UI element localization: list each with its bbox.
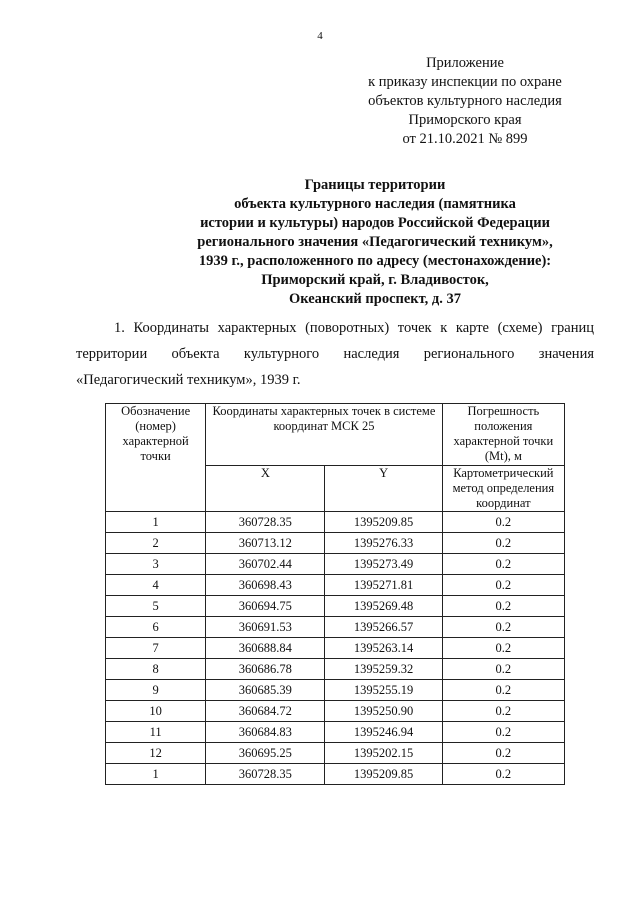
cell-y: 1395266.57 — [325, 617, 442, 638]
cell-point: 12 — [106, 743, 206, 764]
page-number: 4 — [317, 30, 323, 42]
cell-point: 11 — [106, 722, 206, 743]
table-row — [106, 638, 565, 659]
table-row — [106, 701, 565, 722]
cell-x: 360686.78 — [206, 659, 325, 680]
cell-y: 1395269.48 — [325, 596, 442, 617]
appendix-block — [360, 54, 570, 149]
cell-y: 1395271.81 — [325, 575, 442, 596]
cell-error: 0.2 — [442, 554, 564, 575]
cell-x: 360698.43 — [206, 575, 325, 596]
title-line: истории и культуры) народов Российской Федерации — [200, 215, 550, 231]
cell-y: 1395255.19 — [325, 680, 442, 701]
cell-point: 6 — [106, 617, 206, 638]
table-body — [106, 512, 565, 785]
cell-error: 0.2 — [442, 638, 564, 659]
cell-x: 360691.53 — [206, 617, 325, 638]
coordinates-paragraph — [76, 315, 594, 393]
cell-error: 0.2 — [442, 575, 564, 596]
cell-y: 1395273.49 — [325, 554, 442, 575]
cell-x: 360685.39 — [206, 680, 325, 701]
cell-error: 0.2 — [442, 533, 564, 554]
table-row — [106, 722, 565, 743]
appendix-line: к приказу инспекции по охране — [368, 74, 562, 90]
cell-x: 360728.35 — [206, 764, 325, 785]
header-x: X — [206, 466, 325, 512]
cell-point: 1 — [106, 512, 206, 533]
cell-point: 1 — [106, 764, 206, 785]
title-line: Границы территории — [304, 177, 446, 193]
table-row — [106, 533, 565, 554]
table-row — [106, 554, 565, 575]
cell-y: 1395209.85 — [325, 764, 442, 785]
title-line: Приморский край, г. Владивосток, — [261, 272, 489, 288]
header-y: Y — [325, 466, 442, 512]
cell-x: 360695.25 — [206, 743, 325, 764]
cell-point: 5 — [106, 596, 206, 617]
cell-y: 1395209.85 — [325, 512, 442, 533]
cell-x: 360694.75 — [206, 596, 325, 617]
cell-point: 2 — [106, 533, 206, 554]
cell-point: 8 — [106, 659, 206, 680]
title-line: Океанский проспект, д. 37 — [288, 291, 462, 307]
table-row — [106, 512, 565, 533]
appendix-line: Приложение — [426, 55, 504, 71]
cell-y: 1395246.94 — [325, 722, 442, 743]
title-line: регионального значения «Педагогический техникум», — [197, 234, 553, 250]
cell-point: 10 — [106, 701, 206, 722]
cell-x: 360684.72 — [206, 701, 325, 722]
cell-y: 1395202.15 — [325, 743, 442, 764]
cell-error: 0.2 — [442, 743, 564, 764]
cell-y: 1395276.33 — [325, 533, 442, 554]
header-point: Обозначение (номер) характерной точки — [106, 404, 206, 512]
cell-point: 4 — [106, 575, 206, 596]
cell-error: 0.2 — [442, 722, 564, 743]
cell-x: 360728.35 — [206, 512, 325, 533]
cell-error: 0.2 — [442, 701, 564, 722]
cell-y: 1395259.32 — [325, 659, 442, 680]
appendix-line: объектов культурного наследия — [368, 93, 562, 109]
cell-error: 0.2 — [442, 617, 564, 638]
document-title — [150, 176, 600, 309]
cell-error: 0.2 — [442, 680, 564, 701]
cell-point: 3 — [106, 554, 206, 575]
table-row — [106, 743, 565, 764]
appendix-line: Приморского края — [408, 112, 522, 128]
cell-error: 0.2 — [442, 512, 564, 533]
appendix-line: от 21.10.2021 № 899 — [402, 131, 528, 147]
table-row — [106, 596, 565, 617]
cell-error: 0.2 — [442, 596, 564, 617]
cell-error: 0.2 — [442, 659, 564, 680]
table-row — [106, 764, 565, 785]
cell-x: 360688.84 — [206, 638, 325, 659]
title-line: объекта культурного наследия (памятника — [234, 196, 516, 212]
cell-point: 9 — [106, 680, 206, 701]
table-row — [106, 680, 565, 701]
table-row — [106, 575, 565, 596]
cell-point: 7 — [106, 638, 206, 659]
cell-error: 0.2 — [442, 764, 564, 785]
cell-x: 360713.12 — [206, 533, 325, 554]
title-line: 1939 г., расположенного по адресу (местонахождение): — [198, 253, 552, 269]
table-row — [106, 617, 565, 638]
header-coords: Координаты характерных точек в системе координат МСК 25 — [206, 404, 443, 466]
cell-y: 1395250.90 — [325, 701, 442, 722]
cell-x: 360684.83 — [206, 722, 325, 743]
header-error: Погрешность положения характерной точки (Mt), м — [442, 404, 564, 466]
table-row — [106, 659, 565, 680]
cell-x: 360702.44 — [206, 554, 325, 575]
cell-y: 1395263.14 — [325, 638, 442, 659]
header-method: Картометрический метод определения координат — [442, 466, 564, 512]
coordinates-table — [105, 403, 565, 785]
paragraph-text: 1. Координаты характерных (поворотных) точек к карте (схеме) границ территории объекта культурного наследия регионального значения «Педагогический техникум», 1939 г. — [76, 320, 594, 388]
